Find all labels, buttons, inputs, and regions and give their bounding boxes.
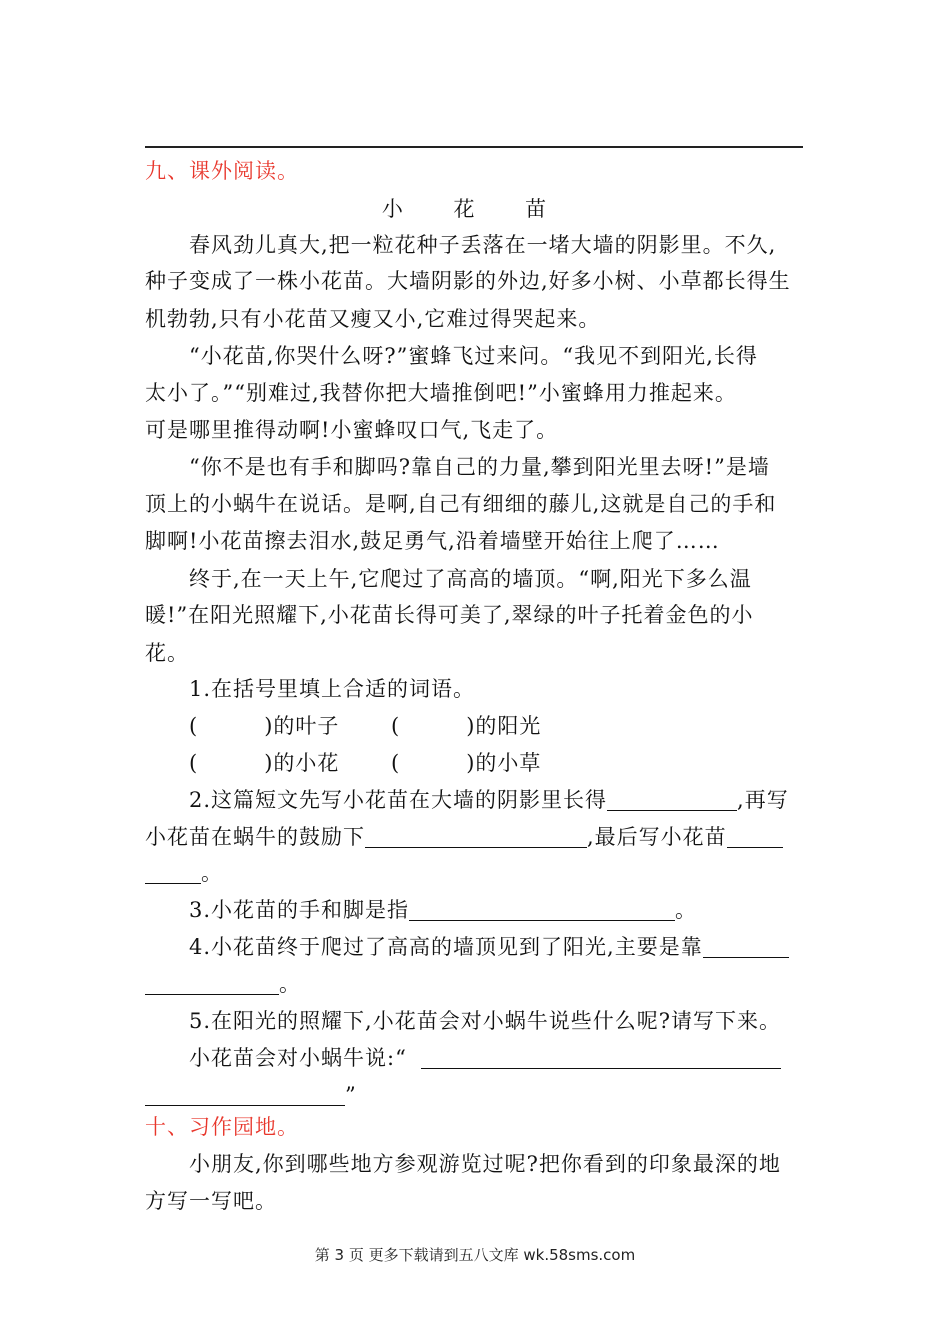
passage-line: 春风劲儿真大,把一粒花种子丢落在一堵大墙的阴影里。不久, bbox=[189, 233, 777, 257]
question-3 bbox=[189, 895, 697, 925]
writing-prompt-line: 小朋友,你到哪些地方参观游览过呢?把你看到的印象最深的地 bbox=[189, 1152, 781, 1176]
question-2-text: 2.这篇短文先写小花苗在大墙的阴影里长得 bbox=[189, 788, 608, 812]
passage-line: “小花苗,你哭什么呀?”蜜蜂飞过来问。“我见不到阳光,长得 bbox=[189, 344, 758, 368]
answer-blank[interactable] bbox=[145, 972, 279, 995]
question-2-cont bbox=[145, 822, 783, 852]
question-5-prompt bbox=[189, 1043, 781, 1073]
question-2-end bbox=[145, 858, 223, 888]
question-4-text: 4.小花苗终于爬过了高高的墙顶见到了阳光,主要是靠 bbox=[189, 935, 703, 959]
question-2-text: ,最后写小花苗 bbox=[587, 825, 727, 849]
question-2-text: ,再写 bbox=[737, 788, 789, 812]
question-1: 1.在括号里填上合适的词语。 bbox=[189, 677, 476, 701]
question-2-text: 。 bbox=[201, 861, 223, 885]
question-5: 5.在阳光的照耀下,小花苗会对小蜗牛说些什么呢?请写下来。 bbox=[189, 1009, 781, 1033]
passage-line: 太小了。”“别难过,我替你把大墙推倒吧!”小蜜蜂用力推起来。 bbox=[145, 381, 737, 405]
question-2 bbox=[189, 785, 789, 815]
passage-line: “你不是也有手和脚吗?靠自己的力量,攀到阳光里去呀!”是墙 bbox=[189, 455, 770, 479]
answer-blank[interactable] bbox=[145, 1083, 345, 1106]
blank-item[interactable]: ( )的小草 bbox=[391, 751, 542, 775]
passage-line: 花。 bbox=[145, 641, 189, 665]
question-5-cont bbox=[145, 1080, 357, 1110]
question-3-text: 。 bbox=[675, 898, 698, 922]
passage-title: 小 花 苗 bbox=[381, 197, 569, 221]
answer-blank[interactable] bbox=[365, 825, 587, 848]
answer-blank[interactable] bbox=[145, 861, 201, 884]
question-4 bbox=[189, 932, 789, 962]
question-4-cont bbox=[145, 969, 301, 999]
top-divider bbox=[145, 146, 803, 148]
passage-line: 可是哪里推得动啊!小蜜蜂叹口气,飞走了。 bbox=[145, 418, 559, 442]
answer-blank[interactable] bbox=[727, 825, 783, 848]
question-4-text: 。 bbox=[279, 972, 301, 996]
question-5-text: 小花苗会对小蜗牛说:“ bbox=[189, 1046, 407, 1070]
answer-blank[interactable] bbox=[421, 1046, 781, 1069]
section-heading-reading: 九、课外阅读。 bbox=[145, 159, 299, 183]
section-heading-writing: 十、习作园地。 bbox=[145, 1115, 299, 1139]
passage-line: 机勃勃,只有小花苗又瘦又小,它难过得哭起来。 bbox=[145, 307, 601, 331]
passage-line: 种子变成了一株小花苗。大墙阴影的外边,好多小树、小草都长得生 bbox=[145, 269, 791, 293]
passage-line: 脚啊!小花苗擦去泪水,鼓足勇气,沿着墙壁开始往上爬了…… bbox=[145, 529, 720, 553]
blank-item[interactable]: ( )的小花 bbox=[189, 751, 340, 775]
passage-line: 终于,在一天上午,它爬过了高高的墙顶。“啊,阳光下多么温 bbox=[189, 567, 752, 591]
writing-prompt-line: 方写一写吧。 bbox=[145, 1189, 277, 1213]
passage-line: 暖!”在阳光照耀下,小花苗长得可美了,翠绿的叶子托着金色的小 bbox=[145, 603, 754, 627]
answer-blank[interactable] bbox=[607, 788, 737, 811]
page-footer: 第 3 页 更多下载请到五八文库 wk.58sms.com bbox=[314, 1246, 636, 1264]
passage-line: 顶上的小蜗牛在说话。是啊,自己有细细的藤儿,这就是自己的手和 bbox=[145, 492, 777, 516]
answer-blank[interactable] bbox=[703, 935, 789, 958]
question-3-text: 3.小花苗的手和脚是指 bbox=[189, 898, 410, 922]
question-2-text: 小花苗在蜗牛的鼓励下 bbox=[145, 825, 365, 849]
answer-blank[interactable] bbox=[409, 898, 675, 921]
question-5-text: ” bbox=[345, 1083, 357, 1107]
blank-item[interactable]: ( )的阳光 bbox=[391, 714, 542, 738]
blank-item[interactable]: ( )的叶子 bbox=[189, 714, 340, 738]
